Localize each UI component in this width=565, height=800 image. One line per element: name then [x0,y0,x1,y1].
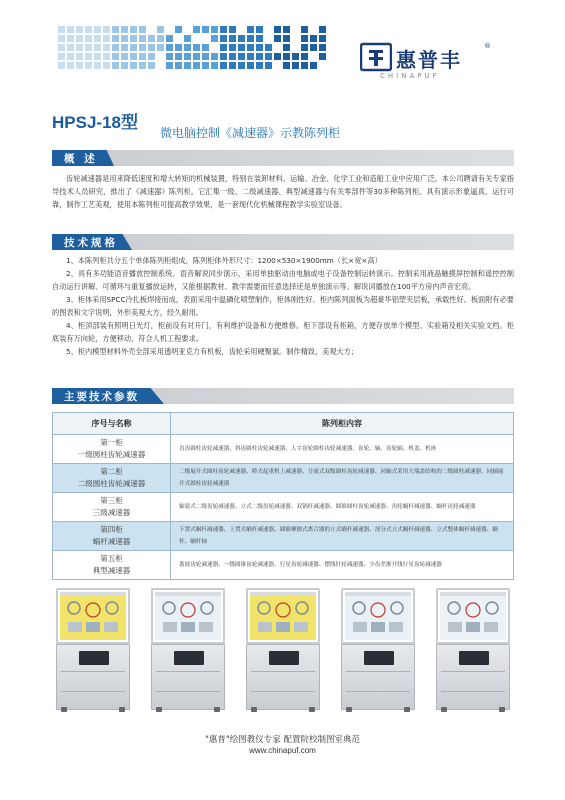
cabinet-display-board [60,592,126,640]
decorative-dot [139,44,146,51]
display-cabinet-image [147,588,229,712]
cabinet-base [341,644,415,710]
decorative-dot [103,44,110,51]
touch-screen-panel [79,651,109,665]
cabinet-display-board [155,592,221,640]
cabinet-content-cell: 直齿圆柱齿轮减速器、斜齿圆柱齿轮减速器、人字齿轮圆柱齿轮减速器、齿轮、轴、齿轮轴、机盖、机座 [171,435,514,464]
decorative-dot [130,44,137,51]
spec-item: 3、柜体采用SPCC冷扎板焊接而成，表面采用中温磷化喷塑制作，柜体刚性好。柜内陈列面板为超豪华铝塑夹层板，承载性好。板面附有必要的图表和文字说明，外形美观大方，经久耐用。 [52,295,514,317]
caster-wheel [119,707,125,712]
decorative-dot [256,62,263,69]
decorative-dot [76,62,83,69]
decorative-dot [85,35,92,42]
decorative-dot [58,26,65,33]
decorative-dot [193,62,200,69]
decorative-dot [283,44,290,51]
caster-wheel [441,707,447,712]
decorative-dot [112,26,119,33]
cabinet-door-seam [251,691,315,692]
decorative-dot [229,26,236,33]
decorative-dot [67,53,74,60]
decorative-dot [283,62,290,69]
display-cabinet-image [242,588,324,712]
cabinet-number: 第二柜 [100,467,123,476]
decorative-dot [229,44,236,51]
decorative-dot [193,26,200,33]
decorative-dot [112,62,119,69]
decorative-dot [220,26,227,33]
section-header-overview [52,150,514,166]
brand-name: 惠普丰 [396,48,462,72]
footer-slogan: "惠普"绘图教仪专家 配置院校制图室典范 [204,735,361,745]
decorative-dot [301,62,308,69]
specs-list [52,254,514,358]
dot-grid-graphic [50,18,370,73]
section-title: 技术规格 [64,237,118,249]
decorative-dot [121,26,128,33]
brand-logo-block [360,42,510,82]
decorative-dot [139,26,146,33]
decorative-dot [85,53,92,60]
table-row [53,522,514,551]
decorative-dot [256,53,263,60]
decorative-dot [148,53,155,60]
decorative-dot [139,53,146,60]
column-header: 陈列柜内容 [171,413,514,435]
decorative-dot [76,44,83,51]
table-header-row [53,413,514,435]
decorative-dot [184,53,191,60]
decorative-dot [247,53,254,60]
decorative-dot [202,62,209,69]
decorative-dot [103,62,110,69]
cabinet-door-seam [61,671,125,672]
decorative-dot [85,62,92,69]
decorative-dot [220,62,227,69]
decorative-dot [94,62,101,69]
decorative-dot [85,26,92,33]
decorative-dot [67,26,74,33]
decorative-dot [121,62,128,69]
table-row [53,551,514,580]
decorative-dot [67,44,74,51]
decorative-dot [76,26,83,33]
decorative-dot [94,53,101,60]
decorative-dot [148,62,155,69]
cabinet-display-board [250,592,316,640]
cabinet-name: 蜗杆减速器 [92,537,131,546]
decorative-dot [256,26,263,33]
footer-website: www.chinapuf.com [249,746,316,755]
section-title: 概 述 [64,153,98,165]
decorative-dot [166,62,173,69]
display-cabinet-image [337,588,419,712]
caster-wheel [61,707,67,712]
decorative-dot [310,44,317,51]
decorative-dot [85,44,92,51]
decorative-dot [112,44,119,51]
decorative-dot [130,26,137,33]
decorative-dot [67,62,74,69]
decorative-dot [130,62,137,69]
caster-wheel [404,707,410,712]
cabinet-content-cell: 下置式蜗杆减速器、上置式蜗杆减速器、圆锥摩擦式离合器的立式蜗杆减速器、剖分式立式蜗杆减速器、立式整体蜗杆减速器、蜗杆、蜗杆轴 [171,522,514,551]
product-subtitle: 微电脑控制《减速器》示教陈列柜 [160,126,341,140]
cabinet-door-seam [441,671,505,672]
registered-mark: ® [484,42,491,50]
decorative-dot [130,35,137,42]
cabinet-content-cell: 谐波齿轮减速器、一级圆锥齿轮减速器、行星齿轮减速器、摆线针轮减速器、少齿差渐开线行星齿轮减速器 [171,551,514,580]
decorative-dot [94,35,101,42]
decorative-dot [247,26,254,33]
decorative-dot [319,44,326,51]
decorative-dot [238,62,245,69]
display-cabinet-image [52,588,134,712]
decorative-dot [211,35,218,42]
section-title: 主要技术参数 [64,391,139,403]
decorative-dot [58,35,65,42]
cabinet-content-cell: 二级展开式圆柱齿轮减速器、桥式起重机上减速器、分流式双级圆柱齿轮减速器、同轴式采用大端盖结构的二级圆柱减速器、同轴展开式圆柱齿轮减速器 [171,464,514,493]
decorative-dot [166,53,173,60]
cabinet-display-board [345,592,411,640]
spec-item: 2、具有多功能语音播放控制系统。语音解说同步演示，采用单独驱动由电脑或电子设备控制运转演示。控制采用液晶触摸屏控制和遥控控制自动运行讲解、可循环与重复播放运转，又能根据教材、教学需要而任意选择还是单独演示等。解说词播放在100平方房内声音宏亮。 [52,269,514,291]
params-table [52,412,514,580]
decorative-dot [202,26,209,33]
cabinet-name-cell [53,435,171,464]
cabinet-door-seam [346,671,410,672]
decorative-dot [283,35,290,42]
display-cabinet-image [432,588,514,712]
cabinet-name: 三级减速器 [92,508,131,517]
cabinet-number: 第三柜 [100,496,123,505]
decorative-dot [310,62,317,69]
decorative-dot [94,26,101,33]
decorative-dot [58,44,65,51]
decorative-dot [148,44,155,51]
cabinet-name-cell [53,551,171,580]
caster-wheel [346,707,352,712]
decorative-dot [238,44,245,51]
decorative-dot [76,53,83,60]
decorative-dot [283,53,290,60]
decorative-dot [193,53,200,60]
decorative-dot [193,44,200,51]
decorative-dot [229,53,236,60]
cabinet-door-seam [156,671,220,672]
decorative-dot [229,35,236,42]
caster-wheel [251,707,257,712]
cabinet-door-seam [441,691,505,692]
table-row [53,464,514,493]
cabinet-photo-row [52,588,514,712]
decorative-dot [121,35,128,42]
decorative-dot [211,26,218,33]
decorative-dot [67,35,74,42]
cabinet-glass-case [341,588,415,644]
cabinet-base [436,644,510,710]
cabinet-glass-case [436,588,510,644]
decorative-dot [166,44,173,51]
decorative-dot [184,35,191,42]
decorative-dot [256,35,263,42]
section-header-params [52,388,514,404]
decorative-dot [238,53,245,60]
caster-wheel [156,707,162,712]
decorative-dot [265,62,272,69]
decorative-dot [247,62,254,69]
caster-wheel [499,707,505,712]
decorative-dot [157,26,164,33]
decorative-dot [211,53,218,60]
cabinet-name: 二级圆柱齿轮减速器 [77,479,146,488]
decorative-dot [103,53,110,60]
cabinet-number: 第四柜 [100,525,123,534]
cabinet-name-cell [53,493,171,522]
cabinet-door-seam [346,691,410,692]
decorative-dot [175,26,182,33]
decorative-dot [301,26,308,33]
cabinet-content-cell: 轴装式二级齿轮减速器、立式二级齿轮减速器、双锅杆减速器、圆锥圆柱齿轮减速器、齿轮蜗杆减速器、蜗杆齿轮减速器 [171,493,514,522]
decorative-dot [238,35,245,42]
decorative-dot [274,26,281,33]
decorative-dot [121,53,128,60]
decorative-dot [175,62,182,69]
decorative-dot [247,44,254,51]
touch-screen-panel [459,651,489,665]
spec-item: 1、本陈列柜共分五个单体陈列柜组成，陈列柜体外形尺寸：1200×530×1900mm（长×宽×高） [66,256,382,265]
cabinet-name-cell [53,464,171,493]
section-header-specs [52,234,514,250]
decorative-dot [292,53,299,60]
decorative-dot [319,26,326,33]
cabinet-display-board [440,592,506,640]
decorative-dot [94,44,101,51]
cabinet-door-seam [251,671,315,672]
decorative-dot [274,53,281,60]
caster-wheel [214,707,220,712]
decorative-dot [175,53,182,60]
decorative-dot [148,35,155,42]
overview-text [52,172,514,211]
decorative-dot [202,44,209,51]
decorative-dot [130,53,137,60]
cabinet-name: 一级圆柱齿轮减速器 [77,450,146,459]
cabinet-number: 第一柜 [100,438,123,447]
decorative-dot [121,44,128,51]
brand-subtitle: CHINAPUF [380,72,440,80]
decorative-dot [220,53,227,60]
cabinet-door-seam [156,691,220,692]
decorative-dot [175,44,182,51]
decorative-dot [76,35,83,42]
decorative-dot [301,44,308,51]
spec-item: 5、柜内模型材料外壳全部采用透明亚克力有机板，齿轮采用硬聚氯。制作精致，美观大方； [66,347,359,356]
decorative-dot [256,44,263,51]
decorative-dot [220,44,227,51]
brand-mark-icon [360,42,392,72]
caster-wheel [309,707,315,712]
cabinet-glass-case [151,588,225,644]
decorative-dot [103,26,110,33]
cabinet-door-seam [61,691,125,692]
cabinet-glass-case [56,588,130,644]
decorative-dot [184,62,191,69]
cabinet-base [56,644,130,710]
table-row [53,493,514,522]
decorative-dot [301,35,308,42]
decorative-dot [157,35,164,42]
decorative-dot [220,35,227,42]
touch-screen-panel [364,651,394,665]
decorative-dot [103,35,110,42]
decorative-dot [166,35,173,42]
overview-paragraph: 齿轮减速器是用来降低速度和增大转矩的机械装置，特别在装卸材料、运输、冶金、化学工业和造船工业中应用广泛。本公司聘请有关专家指导技术人员研究，推出了《减速器》陈列柜。它汇集一级、二级减速器、典型减速器与有关零部件等30多种陈列柜。具有演示形象逼真，运行可靠，制作工艺美观，使用本陈列柜可提高教学效果，是一套现代化机械课程教学实验室设备。 [52,174,514,209]
cabinet-name: 典型减速器 [92,566,131,575]
spec-item: 4、柜顶部装有照明日光灯，柜前设有对开门，有利维护设备和方便维修。柜下部设有柜箱，方便存放单个模型、实验箱及相关实验文档。柜底装有万向轮，方便移动，符合人机工程要求。 [52,321,514,343]
decorative-dot [184,44,191,51]
decorative-dot [265,44,272,51]
cabinet-glass-case [246,588,320,644]
decorative-dot [58,62,65,69]
decorative-dot [283,26,290,33]
decorative-dot [112,35,119,42]
decorative-dot [157,44,164,51]
table-row [53,435,514,464]
decorative-dot [274,35,281,42]
decorative-dot [301,53,308,60]
decorative-dot [247,35,254,42]
decorative-dot [265,53,272,60]
decorative-dot [58,53,65,60]
decorative-dot [319,53,326,60]
column-header: 序号与名称 [53,413,171,435]
decorative-dot [202,53,209,60]
cabinet-base [151,644,225,710]
decorative-dot [319,35,326,42]
cabinet-base [246,644,320,710]
cabinet-number: 第五柜 [100,554,123,563]
decorative-dot [139,62,146,69]
cabinet-name-cell [53,522,171,551]
product-model: HPSJ-18型 [52,113,138,132]
decorative-dot [292,62,299,69]
header-dot-pattern [50,18,370,73]
touch-screen-panel [269,651,299,665]
decorative-dot [139,35,146,42]
decorative-dot [310,35,317,42]
decorative-dot [112,53,119,60]
touch-screen-panel [174,651,204,665]
decorative-dot [211,62,218,69]
decorative-dot [229,62,236,69]
